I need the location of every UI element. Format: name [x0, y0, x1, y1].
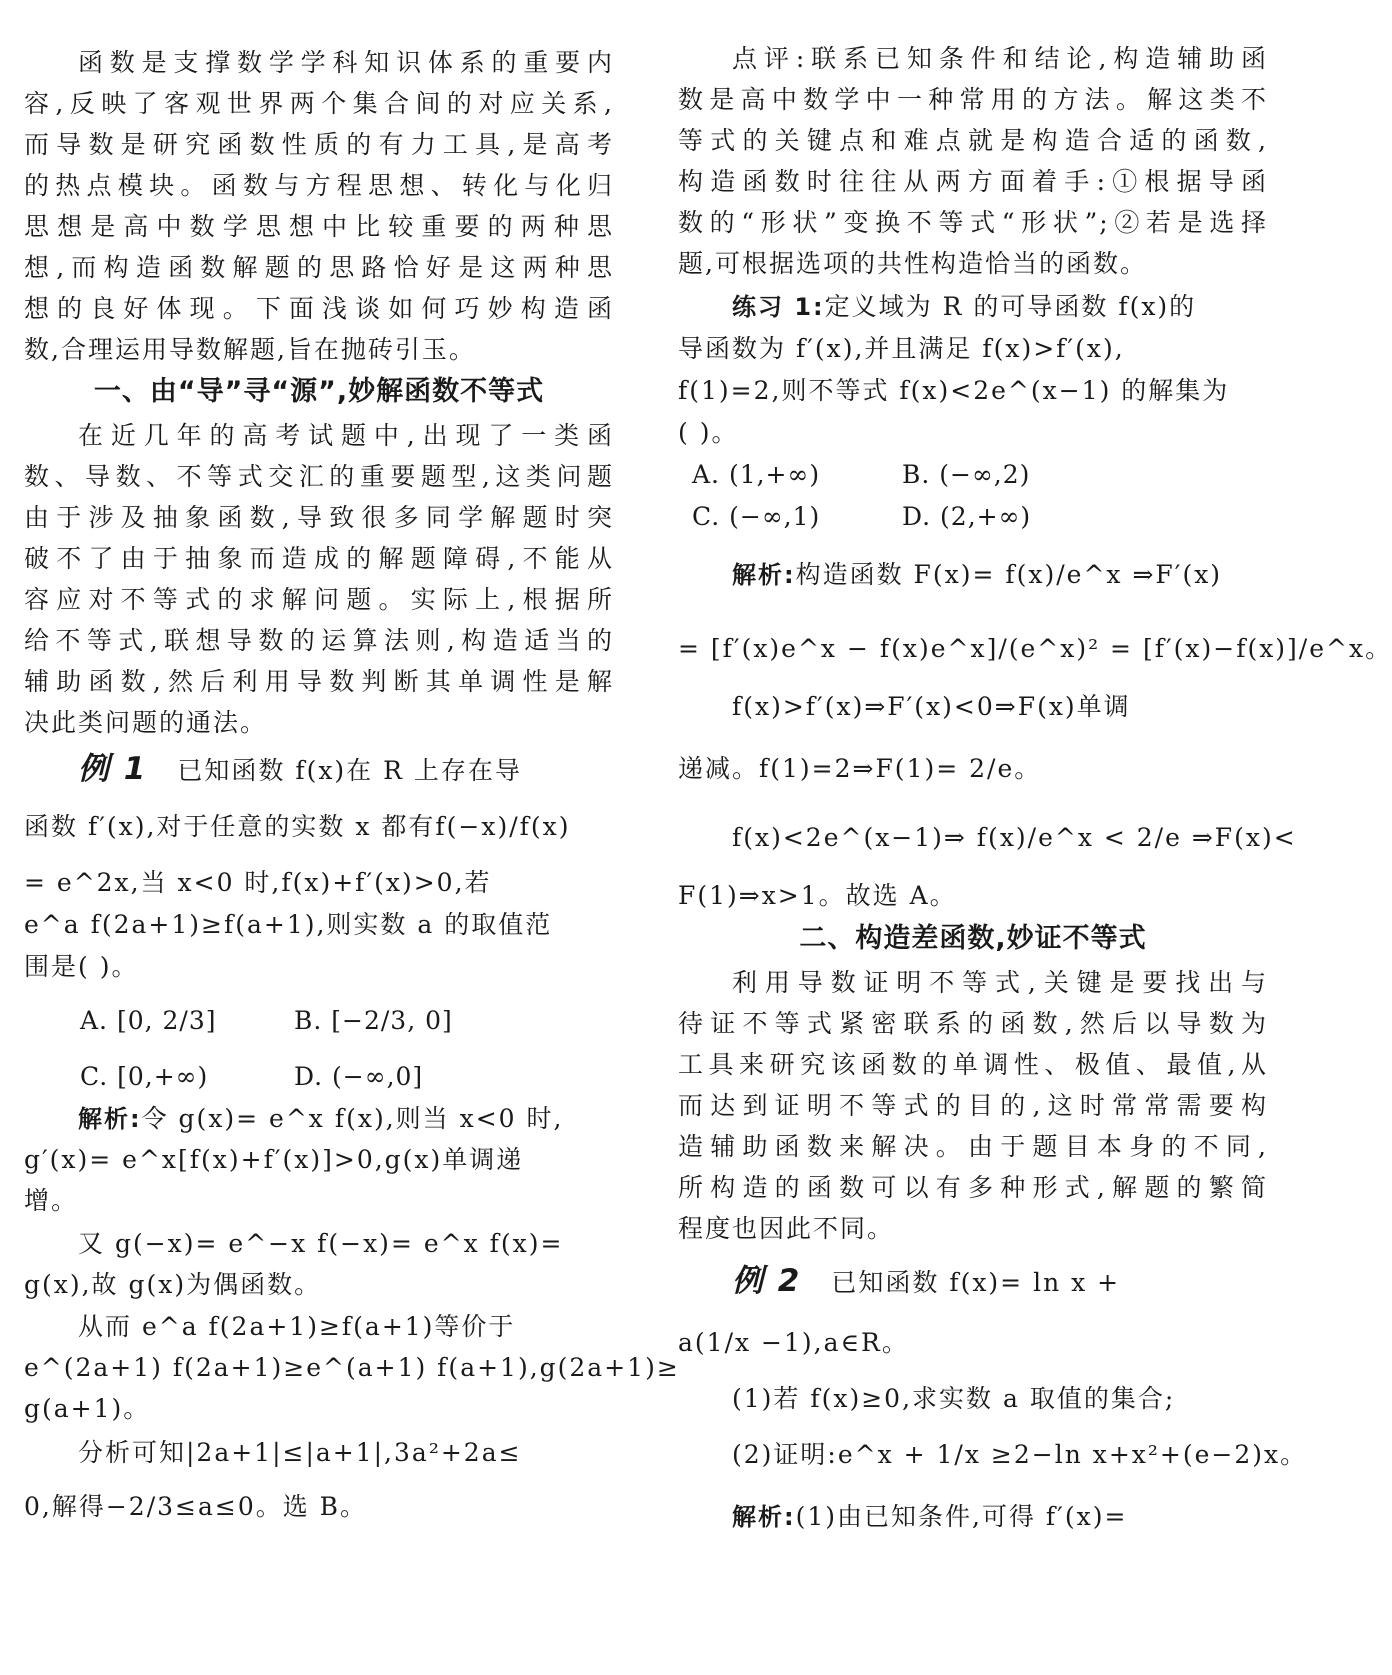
section2-line: 利用导数证明不等式,关键是要找出与	[732, 968, 1268, 997]
comment-line: 构造函数时往往从两方面着手:①根据导函	[678, 167, 1268, 196]
section2-line: 程度也因此不同。	[678, 1214, 895, 1243]
comment-line: 点评:联系已知条件和结论,构造辅助函	[732, 44, 1268, 73]
section2-line: 造辅助函数来解决。由于题目本身的不同,	[678, 1132, 1268, 1161]
example2-first-line	[678, 1258, 1268, 1304]
comment-line: 题,可根据选项的共性构造恰当的函数。	[678, 249, 1147, 278]
example1-option-c: C. [0,+∞)	[80, 1062, 209, 1091]
example1-line: 围是( )。	[24, 952, 139, 981]
solution-ex1-line: f(x)>f′(x)⇒F′(x)<0⇒F(x)单调	[732, 692, 1131, 721]
example2-text: 已知函数 f(x)= ln x +	[831, 1268, 1121, 1297]
intro-line: 函数是支撑数学学科知识体系的重要内	[78, 48, 614, 77]
solution-ex1-line: F(1)⇒x>1。故选 A。	[678, 881, 957, 910]
example2-label: 例 2	[732, 1263, 802, 1299]
section2-heading: 二、构造差函数,妙证不等式	[799, 923, 1147, 954]
section1-line: 由于涉及抽象函数,导致很多同学解题时突	[24, 503, 614, 532]
solution1-line: g(x),故 g(x)为偶函数。	[24, 1270, 322, 1299]
solution-ex1-label: 解析:	[732, 561, 796, 589]
solution1-text: 令 g(x)= e^x f(x),则当 x<0 时,	[141, 1104, 564, 1133]
section1-line: 破不了由于抽象而造成的解题障碍,不能从	[24, 544, 614, 573]
section1-line: 给不等式,联想导数的运算法则,构造适当的	[24, 626, 614, 655]
exercise1-line: f(1)=2,则不等式 f(x)<2e^(x−1) 的解集为	[678, 376, 1230, 405]
section1-line: 数、导数、不等式交汇的重要题型,这类问题	[24, 462, 614, 491]
section2-line: 待证不等式紧密联系的函数,然后以导数为	[678, 1009, 1268, 1038]
intro-line: 数,合理运用导数解题,旨在抛砖引玉。	[24, 335, 476, 364]
section1-line: 在近几年的高考试题中,出现了一类函	[78, 421, 614, 450]
solution1-line: 增。	[24, 1186, 79, 1215]
solution1-label: 解析:	[78, 1105, 142, 1133]
exercise1-first-line	[678, 284, 1268, 330]
section1-line: 容应对不等式的求解问题。实际上,根据所	[24, 585, 614, 614]
solution2-text: (1)由已知条件,可得 f′(x)=	[795, 1502, 1128, 1531]
intro-line: 想,而构造函数解题的思路恰好是这两种思	[24, 253, 614, 282]
example1-line: = e^2x,当 x<0 时,f(x)+f′(x)>0,若	[24, 868, 492, 897]
exercise1-option-c: C. (−∞,1)	[692, 502, 821, 531]
solution1-line: 从而 e^a f(2a+1)≥f(a+1)等价于	[78, 1312, 516, 1341]
solution1-first-line	[24, 1096, 614, 1142]
example1-first-line	[24, 746, 614, 792]
exercise1-line: ( )。	[678, 418, 739, 447]
solution1-line: e^(2a+1) f(2a+1)≥e^(a+1) f(a+1),g(2a+1)≥	[24, 1353, 680, 1382]
exercise1-text: 定义域为 R 的可导函数 f(x)的	[824, 292, 1197, 321]
comment-line: 数的“形状”变换不等式“形状”;②若是选择	[678, 208, 1268, 237]
solution1-line: 0,解得−2/3≤a≤0。选 B。	[24, 1492, 368, 1521]
solution1-line: g′(x)= e^x[f(x)+f′(x)]>0,g(x)单调递	[24, 1145, 524, 1174]
example2-line: (1)若 f(x)≥0,求实数 a 取值的集合;	[732, 1384, 1176, 1413]
section2-line: 而达到证明不等式的目的,这时常常需要构	[678, 1091, 1268, 1120]
solution-ex1-line: 递减。f(1)=2⇒F(1)= 2/e。	[678, 754, 1042, 783]
solution1-line: 又 g(−x)= e^−x f(−x)= e^x f(x)=	[78, 1229, 564, 1258]
section2-line: 工具来研究该函数的单调性、极值、最值,从	[678, 1050, 1268, 1079]
section1-line: 辅助函数,然后利用导数判断其单调性是解	[24, 667, 614, 696]
exercise1-label: 练习 1:	[732, 293, 825, 321]
section2-line: 所构造的函数可以有多种形式,解题的繁简	[678, 1173, 1268, 1202]
solution2-first-line	[678, 1494, 1268, 1540]
solution-ex1-first-line	[678, 552, 1268, 598]
exercise1-option-d: D. (2,+∞)	[902, 502, 1032, 531]
example1-text: 已知函数 f(x)在 R 上存在导	[177, 756, 522, 785]
exercise1-line: 导函数为 f′(x),并且满足 f(x)>f′(x),	[678, 334, 1125, 363]
intro-line: 想的良好体现。下面浅谈如何巧妙构造函	[24, 294, 614, 323]
example1-line: 函数 f′(x),对于任意的实数 x 都有f(−x)/f(x)	[24, 812, 571, 841]
section1-line: 决此类问题的通法。	[24, 708, 268, 737]
solution-ex1-text: 构造函数 F(x)= f(x)/e^x ⇒F′(x)	[795, 560, 1223, 589]
intro-line: 容,反映了客观世界两个集合间的对应关系,	[24, 89, 614, 118]
example1-option-d: D. (−∞,0]	[294, 1062, 424, 1091]
comment-line: 等式的关键点和难点就是构造合适的函数,	[678, 126, 1268, 155]
example1-label: 例 1	[78, 751, 148, 787]
solution-ex1-line: f(x)<2e^(x−1)⇒ f(x)/e^x < 2/e ⇒F(x)<	[732, 823, 1297, 852]
solution1-line: 分析可知|2a+1|≤|a+1|,3a²+2a≤	[78, 1438, 522, 1467]
solution2-label: 解析:	[732, 1503, 796, 1531]
example1-line: e^a f(2a+1)≥f(a+1),则实数 a 的取值范	[24, 910, 553, 939]
comment-line: 数是高中数学中一种常用的方法。解这类不	[678, 85, 1268, 114]
example1-option-b: B. [−2/3, 0]	[294, 1006, 453, 1035]
solution1-line: g(a+1)。	[24, 1394, 151, 1423]
example2-line: (2)证明:e^x + 1/x ≥2−ln x+x²+(e−2)x。	[732, 1440, 1308, 1469]
intro-line: 的热点模块。函数与方程思想、转化与化归	[24, 171, 614, 200]
intro-line: 而导数是研究函数性质的有力工具,是高考	[24, 130, 614, 159]
example2-line: a(1/x −1),a∈R。	[678, 1328, 909, 1357]
exercise1-option-b: B. (−∞,2)	[902, 460, 1031, 489]
intro-line: 思想是高中数学思想中比较重要的两种思	[24, 212, 614, 241]
solution-ex1-line: = [f′(x)e^x − f(x)e^x]/(e^x)² = [f′(x)−f(x)]/e^x。	[678, 634, 1392, 663]
section1-heading: 一、由“导”寻“源”,妙解函数不等式	[93, 376, 545, 407]
exercise1-option-a: A. (1,+∞)	[692, 460, 821, 489]
example1-option-a: A. [0, 2/3]	[80, 1006, 217, 1035]
